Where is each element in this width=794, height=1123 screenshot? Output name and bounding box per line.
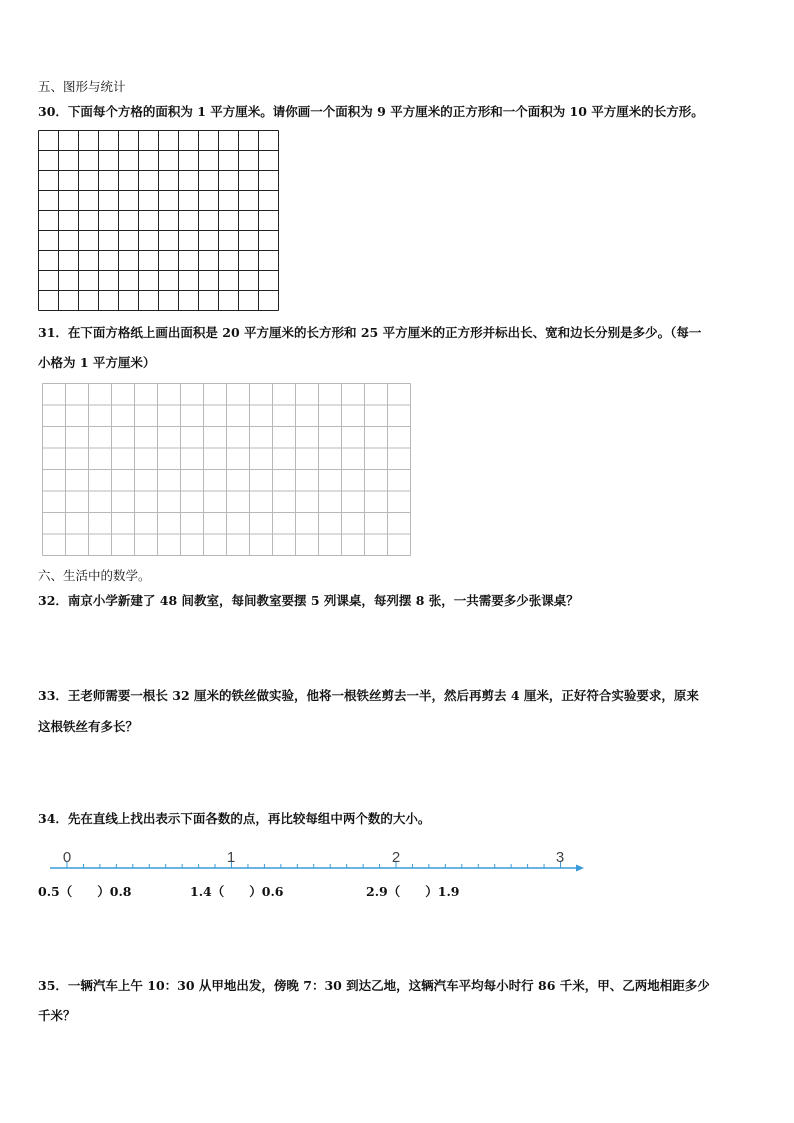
number-line-label-1: 1	[226, 849, 236, 866]
question-31-line2: 小格为 1 平方厘米）	[38, 355, 156, 370]
number-line-label-2: 2	[391, 849, 401, 866]
question-34-text: 34．先在直线上找出表示下面各数的点，再比较每组中两个数的大小。	[38, 811, 431, 826]
question-35-line2: 千米？	[38, 1008, 76, 1023]
question-33-line2: 这根铁丝有多长？	[38, 719, 139, 734]
question-30-text: 30．下面每个方格的面积为 1 平方厘米。请你画一个面积为 9 平方厘米的正方形和一个面积为 10 平方厘米的长方形。	[38, 104, 704, 119]
compare-pair-2: 1.4（ ）0.6	[190, 884, 284, 899]
section-six-title: 六、生活中的数学。	[38, 568, 151, 583]
grid-q31	[42, 383, 416, 557]
question-32-text: 32．南京小学新建了 48 间教室，每间教室要摆 5 列课桌，每列摆 8 张，一共需要多少张课桌？	[38, 593, 579, 608]
grid-q30	[38, 130, 280, 314]
compare-pair-1: 0.5（ ）0.8	[38, 884, 132, 899]
section-five-title: 五、图形与统计	[38, 79, 126, 94]
number-line-label-0: 0	[62, 849, 72, 866]
question-33-line1: 33．王老师需要一根长 32 厘米的铁丝做实验，他将一根铁丝剪去一半，然后再剪去 4 厘米，正好符合实验要求，原来	[38, 688, 699, 703]
number-line	[50, 848, 590, 878]
question-31-line1: 31．在下面方格纸上画出面积是 20 平方厘米的长方形和 25 平方厘米的正方形并标出长、宽和边长分别是多少。（每一	[38, 325, 702, 340]
compare-pair-3: 2.9（ ）1.9	[366, 884, 460, 899]
number-line-label-3: 3	[555, 849, 565, 866]
question-35-line1: 35．一辆汽车上午 10：30 从甲地出发，傍晚 7：30 到达乙地，这辆汽车平均每小时行 86 千米，甲、乙两地相距多少	[38, 978, 710, 993]
number-line-arrow	[576, 865, 584, 872]
